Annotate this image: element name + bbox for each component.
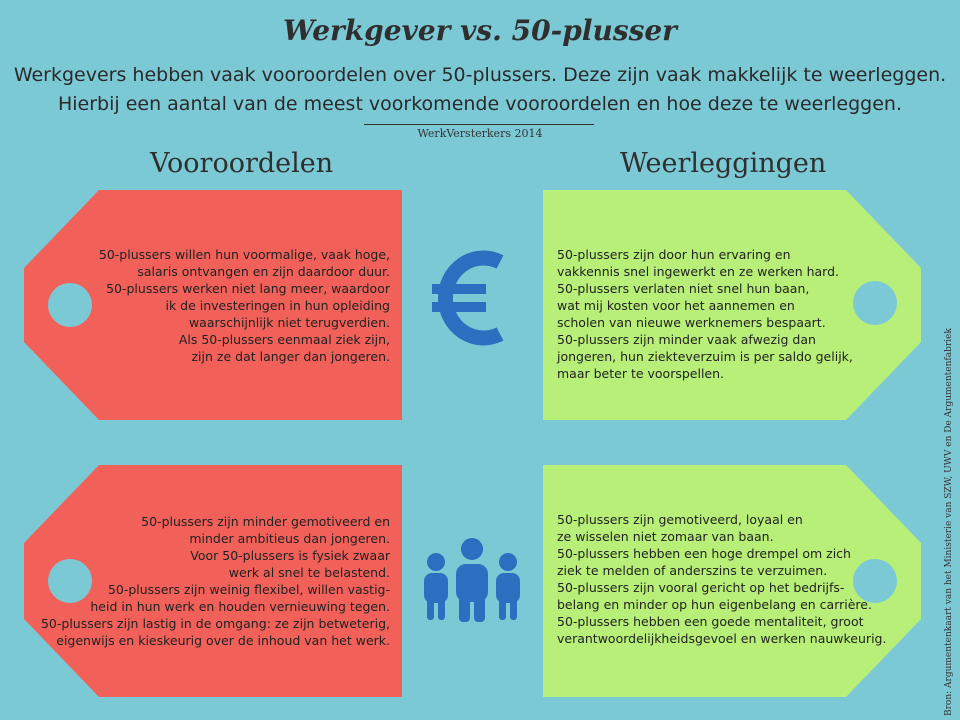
group-people-icon [418, 536, 526, 622]
euro-icon [428, 248, 514, 348]
intro-line-1: Werkgevers hebben vaak vooroordelen over 50-plussers. Deze zijn vaak makkelijk te weerleggen. [13, 64, 947, 86]
intro-line-2: Hierbij een aantal van de meest voorkomende vooroordelen en hoe deze te weerleggen. [57, 93, 903, 115]
divider [364, 124, 594, 125]
column-title-rebuttals: Weerleggingen [620, 148, 827, 179]
column-title-prejudices: Vooroordelen [150, 148, 334, 179]
rebuttal-text-people: 50-plussers zijn gemotiveerd, loyaal en ze wisselen niet zomaar van baan. 50-plussers hebben een hoge drempel om zich ziek te melden of anderszins te verzuimen. 50-plussers zijn vooral gericht op het bedrijfs- belang en minder op hun eigenbelang en carrière. 50-plussers hebben een goede mentaliteit, groot verantwoordelijkheidsgevoel en werken nauwkeurig. [557, 512, 887, 646]
prejudice-text-people: 50-plussers zijn minder gemotiveerd en minder ambitieus dan jongeren. Voor 50-plussers is fysiek zwaar werk al snel te belastend. 50-plussers zijn weinig flexibel, willen vastig- heid in hun werk en houden vernieuwing tegen. 50-plussers zijn lastig in de omgang: ze zijn betweterig, eigenwijs en kieskeurig over de inhoud van het werk. [40, 514, 390, 648]
credit-line: WerkVersterkers 2014 [417, 127, 543, 140]
source-credit-vertical: Bron: Argumentenkaart van het Ministerie van SZW, UWV en De Argumentenfabriek [944, 328, 954, 716]
prejudice-text-money: 50-plussers willen hun voormalige, vaak hoge, salaris ontvangen en zijn daardoor duur. 50-plussers werken niet lang meer, waardoor ik de investeringen in hun opleiding waarschijnlijk niet terugverdien. Als 50-plussers eenmaal ziek zijn, zijn ze dat langer dan jongeren. [98, 247, 390, 364]
page-title: Werkgever vs. 50-plusser [283, 14, 677, 47]
prejudice-tag-money [24, 190, 402, 420]
prejudice-tag-people [24, 465, 402, 697]
rebuttal-tag-people [543, 465, 921, 697]
rebuttal-tag-money [543, 190, 921, 420]
rebuttal-text-money: 50-plussers zijn door hun ervaring en vakkennis snel ingewerkt en ze werken hard. 50-plussers verlaten niet snel hun baan, wat mij kosten voor het aannemen en scholen van nieuwe werknemers bespaart. 50-plussers zijn minder vaak afwezig dan jongeren, hun ziekteverzuim is per saldo gelijk, maar beter te voorspellen. [557, 247, 853, 381]
